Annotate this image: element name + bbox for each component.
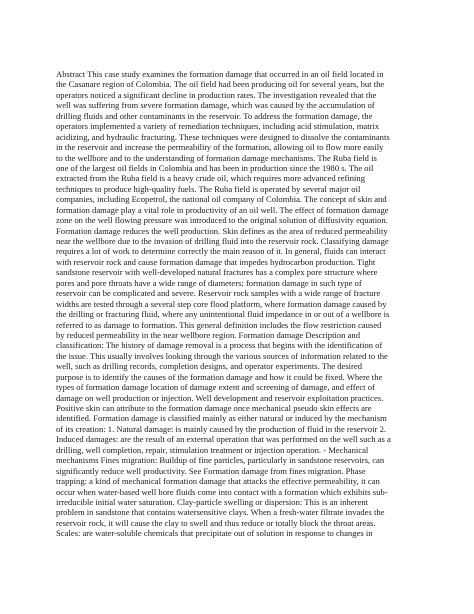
text-line: near the wellbore due to the invasion of drilling fluid into the reservoir rock. Classifying damage xyxy=(56,236,389,246)
text-line: zone on the well flowing pressure was introduced to the original solution of diffusivity equation. xyxy=(56,215,388,226)
text-line: drilling fluids and other contaminants in the reservoir. To address the formation damage, the xyxy=(56,110,373,121)
text-line: purpose is to identify the causes of the formation damage and how it could be fixed. Where the xyxy=(56,371,383,382)
text-line: Positive skin can attribute to the formation damage once mechanical pseudo skin effects are xyxy=(56,403,372,413)
text-line: irreducible initial water saturation. Clay-particle swelling or dispersion: This is an inherent xyxy=(56,496,368,507)
text-line: the issue. This usually involves looking through the various sources of information related to the xyxy=(56,350,388,361)
text-line: problem in sandstone that contains watersensitive clays. When a fresh-water filtrate invades the xyxy=(56,507,385,518)
text-line: pores and pore throats have a wide range of diameters; formation damage in such type of xyxy=(56,277,362,288)
text-line: significantly reduce well productivity. See Formation damage from fines migration. Phase xyxy=(56,465,366,476)
text-line: drilling, well completion, repair, stimulation treatment or injection operation. - Mechanical xyxy=(56,444,369,455)
text-line: Formation damage reduces the well production. Skin defines as the area of reduced permeability xyxy=(56,225,388,236)
text-line: operators noticed a significant decline in production rates. The investigation revealed that the xyxy=(56,89,377,100)
text-line: to the wellbore and to the understanding of formation damage mechanisms. The Ruba field is xyxy=(56,152,377,163)
text-line: acidizing, and hydraulic fracturing. These techniques were designed to dissolve the contaminants xyxy=(56,131,390,142)
text-line: techniques to produce high-quality fuels. The Ruba field is operated by several major oil xyxy=(56,183,361,194)
text-line: reservoir rock, it will cause the clay to swell and thus reduce or totally block the throat areas. xyxy=(56,517,376,528)
text-line: occur when water-based well bore fluids come into contact with a formation which exhibits sub- xyxy=(56,486,388,497)
text-line: well was suffering from severe formation damage, which was caused by the accumulation of xyxy=(56,100,375,111)
text-line: companies, including Ecopetrol, the national oil company of Colombia. The concept of skin and xyxy=(56,194,387,205)
text-line: mechanisms Fines migration: Buildup of fine particles, particularly in sandstone reservoirs, can xyxy=(56,455,385,466)
text-line: with reservoir rock and cause formation damage that impedes hydrocarbon production. Tight xyxy=(56,256,376,267)
text-line: one of the largest oil fields in Colombia and has been in production since the 1980 s. The oil xyxy=(56,162,374,173)
abstract-paragraph xyxy=(56,69,436,539)
text-line: Scales: are water-soluble chemicals that precipitate out of solution in response to changes in xyxy=(56,528,373,539)
text-line: widths are tested through a several step core flood platform, where formation damage caused by xyxy=(56,298,387,309)
text-line: identified. Formation damage is classified mainly as either natural or induced by the mechanism xyxy=(56,413,387,424)
text-line: classification: The history of damage removal is a process that begins with the identification of xyxy=(56,340,383,351)
text-line: of its creation: 1. Natural damage: is mainly caused by the production of fluid in the reservoir 2. xyxy=(56,423,387,434)
text-line: by reduced permeability in the near wellbore region. Formation damage Description and xyxy=(56,329,361,340)
text-line: in the reservoir and increase the permeability of the formation, allowing oil to flow more easily xyxy=(56,142,384,153)
text-line: requires a lot of work to determine correctly the main reason of it. In general, fluids can interact xyxy=(56,246,386,257)
text-line: well, such as drilling records, completion designs, and operator experiments. The desired xyxy=(56,361,363,372)
text-line: trapping: a kind of mechanical formation damage that attacks the effective permeability, it can xyxy=(56,476,380,487)
text-line: damage on well production or injection. Well development and reservoir exploitation practices. xyxy=(56,392,384,403)
text-line: Induced damages: are the result of an external operation that was performed on the well such as a xyxy=(56,434,391,445)
text-line: Abstract This case study examines the formation damage that occurred in an oil field located in xyxy=(56,69,384,79)
text-line: the drilling or fracturing fluid, where any unintentional fluid impedance in or out of a wellbore is xyxy=(56,309,390,320)
text-line: formation damage play a vital role in productivity of an oil well. The effect of formation damage xyxy=(56,204,389,215)
text-line: types of formation damage location of damage extent and screening of damage, and effect of xyxy=(56,382,375,393)
text-line: sandstone reservoir with well-developed natural fractures has a complex pore structure where xyxy=(56,267,378,278)
text-line: extracted from the Ruba field is a heavy crude oil, which requires more advanced refining xyxy=(56,173,366,184)
text-line: the Casanare region of Colombia. The oil field had been producing oil for several years, but the xyxy=(56,79,385,90)
text-line: reservoir can be complicated and severe. Reservoir rock samples with a wide range of fracture xyxy=(56,288,381,299)
text-line: referred to as damage to formation. This general definition includes the flow restriction caused xyxy=(56,319,382,330)
text-line: operators implemented a variety of remediation techniques, including acid stimulation, matrix xyxy=(56,121,380,132)
